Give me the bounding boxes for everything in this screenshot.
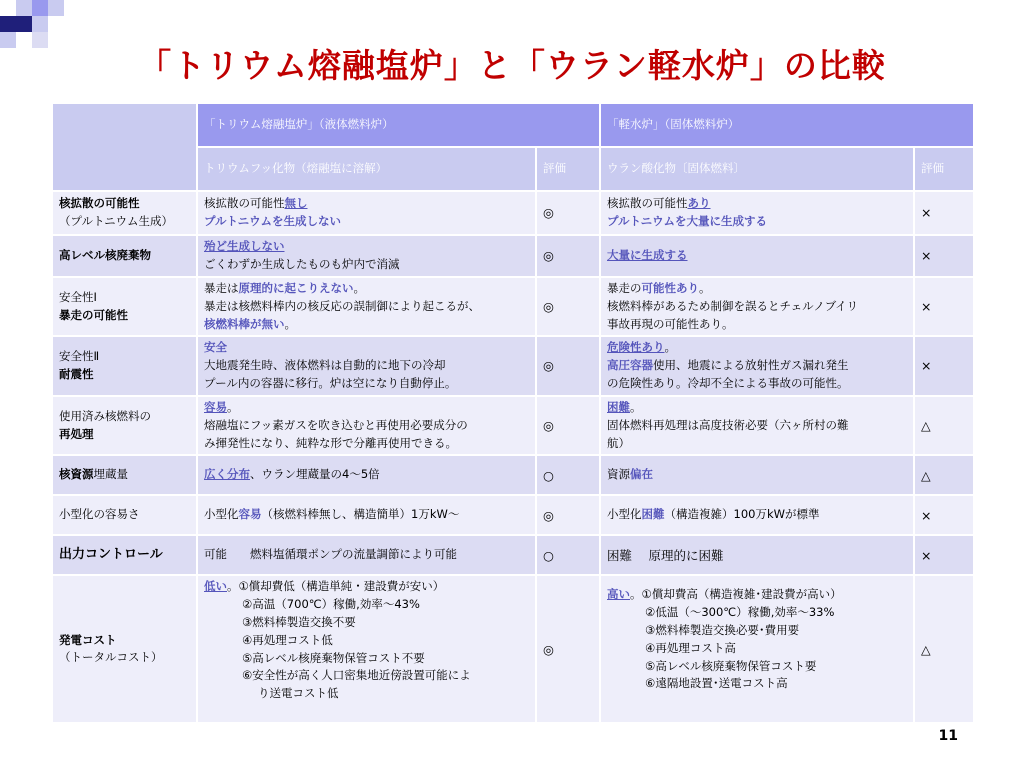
table-row bbox=[52, 277, 974, 336]
lwr-eval: △ bbox=[914, 455, 974, 495]
thorium-cell: 可能 燃料塩循環ポンプの流量調節により可能 bbox=[197, 535, 536, 575]
header-lwr-fuel: ウラン酸化物〔固体燃料〕 bbox=[600, 147, 914, 191]
lwr-eval: × bbox=[914, 336, 974, 395]
table-row bbox=[52, 495, 974, 535]
thorium-eval: ◎ bbox=[536, 575, 600, 723]
table-row bbox=[52, 396, 974, 455]
lwr-eval: △ bbox=[914, 575, 974, 723]
thorium-eval: ◎ bbox=[536, 277, 600, 336]
thorium-eval: ◎ bbox=[536, 336, 600, 395]
row-label: 小型化の容易さ bbox=[52, 495, 197, 535]
lwr-eval: × bbox=[914, 235, 974, 277]
page-number: 11 bbox=[938, 728, 958, 744]
lwr-cell: 資源偏在 bbox=[600, 455, 914, 495]
thorium-cell: 安全 大地震発生時、液体燃料は自動的に地下の冷却 プール内の容器に移行。炉は空になり自動停止。 bbox=[197, 336, 536, 395]
lwr-cell: 大量に生成する bbox=[600, 235, 914, 277]
lwr-eval: × bbox=[914, 495, 974, 535]
lwr-cell: 高い。①償却費高（構造複雑･建設費が高い） ②低温（〜300℃）稼働,効率〜33% ③燃料棒製造交換必要･費用要 ④再処理コスト高 ⑤高レベル核廃棄物保管コスト要 ⑥遠隔地設置･送電コスト高 bbox=[600, 575, 914, 723]
lwr-cell: 困難。 固体燃料再処理は高度技術必要（六ヶ所村の難 航） bbox=[600, 396, 914, 455]
row-label: 核拡散の可能性 （プルトニウム生成） bbox=[52, 191, 197, 235]
table-row bbox=[52, 336, 974, 395]
thorium-cell: 殆ど生成しない ごくわずか生成したものも炉内で消滅 bbox=[197, 235, 536, 277]
lwr-eval: × bbox=[914, 277, 974, 336]
thorium-cell: 暴走は原理的に起こりえない。 暴走は核燃料棒内の核反応の誤制御により起こるが、 核燃料棒が無い。 bbox=[197, 277, 536, 336]
thorium-cell: 容易。 熔融塩にフッ素ガスを吹き込むと再使用必要成分の み揮発性になり、純粋な形で分離再使用できる。 bbox=[197, 396, 536, 455]
row-label: 出力コントロール bbox=[52, 535, 197, 575]
row-label: 安全性Ⅱ 耐震性 bbox=[52, 336, 197, 395]
row-label: 使用済み核燃料の 再処理 bbox=[52, 396, 197, 455]
header-thorium-eval: 評価 bbox=[536, 147, 600, 191]
row-label: 核資源埋蔵量 bbox=[52, 455, 197, 495]
table-row bbox=[52, 455, 974, 495]
lwr-cell: 暴走の可能性あり。 核燃料棒があるため制御を誤るとチェルノブイリ 事故再現の可能性あり。 bbox=[600, 277, 914, 336]
lwr-cell: 困難 原理的に困難 bbox=[600, 535, 914, 575]
table-row bbox=[52, 191, 974, 235]
header-thorium-group: 「トリウム熔融塩炉」（液体燃料炉） bbox=[197, 103, 600, 147]
lwr-cell: 核拡散の可能性あり プルトニウムを大量に生成する bbox=[600, 191, 914, 235]
thorium-cell: 低い。①償却費低（構造単純・建設費が安い） ②高温（700℃）稼働,効率〜43% ③燃料棒製造交換不要 ④再処理コスト低 ⑤高レベル核廃棄物保管コスト不要 ⑥安全性が高く人口密集地近傍設置可能によ り送電コスト低 bbox=[197, 575, 536, 723]
row-label: 安全性Ⅰ 暴走の可能性 bbox=[52, 277, 197, 336]
thorium-eval: ◎ bbox=[536, 396, 600, 455]
thorium-cell: 核拡散の可能性無し プルトニウムを生成しない bbox=[197, 191, 536, 235]
row-label: 発電コスト （トータルコスト） bbox=[52, 575, 197, 723]
table-row bbox=[52, 575, 974, 723]
header-lwr-eval: 評価 bbox=[914, 147, 974, 191]
thorium-eval: ◎ bbox=[536, 191, 600, 235]
page-title: 「トリウム熔融塩炉」と「ウラン軽水炉」の比較 bbox=[138, 46, 886, 85]
thorium-cell: 広く分布、ウラン埋蔵量の4〜5倍 bbox=[197, 455, 536, 495]
table-row bbox=[52, 235, 974, 277]
lwr-cell: 小型化困難（構造複雑）100万kWが標準 bbox=[600, 495, 914, 535]
thorium-eval: ○ bbox=[536, 455, 600, 495]
thorium-eval: ○ bbox=[536, 535, 600, 575]
comparison-table bbox=[51, 102, 975, 724]
thorium-eval: ◎ bbox=[536, 235, 600, 277]
row-label: 高レベル核廃棄物 bbox=[52, 235, 197, 277]
thorium-cell: 小型化容易（核燃料棒無し、構造簡単）1万kW〜 bbox=[197, 495, 536, 535]
lwr-cell: 危険性あり。 高圧容器使用、地震による放射性ガス漏れ発生 の危険性あり。冷却不全による事故の可能性。 bbox=[600, 336, 914, 395]
header-corner bbox=[52, 103, 197, 191]
lwr-eval: × bbox=[914, 535, 974, 575]
lwr-eval: △ bbox=[914, 396, 974, 455]
thorium-eval: ◎ bbox=[536, 495, 600, 535]
lwr-eval: × bbox=[914, 191, 974, 235]
header-thorium-fuel: トリウムフッ化物（熔融塩に溶解） bbox=[197, 147, 536, 191]
header-lwr-group: 「軽水炉」（固体燃料炉） bbox=[600, 103, 974, 147]
table-row bbox=[52, 535, 974, 575]
